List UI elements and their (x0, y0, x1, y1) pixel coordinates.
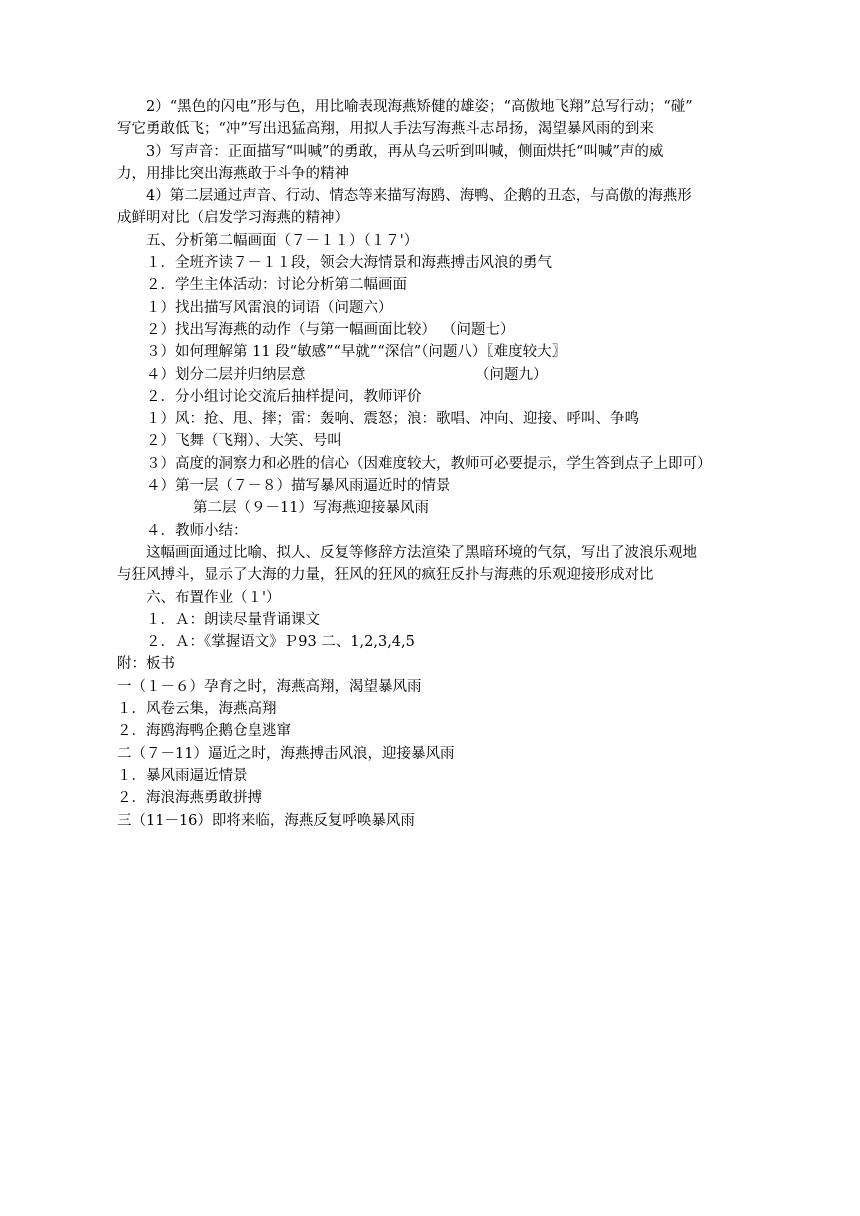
text-line: 第二层（９－11）写海燕迎接暴风雨 (193, 500, 429, 517)
text-line: 五、分析第二幅画面（７－１１）（１７'） (146, 232, 419, 249)
line-question-ref: （问题九） (475, 366, 548, 383)
line-main-text: ４）划分二层并归纳层意 (146, 366, 306, 383)
text-line: 六、布置作业（１'） (146, 589, 281, 606)
text-line: ２．海浪海燕勇敢拼搏 (117, 790, 262, 807)
text-line: 二（７－11）逼近之时，海燕搏击风浪，迎接暴风雨 (117, 745, 455, 762)
text-line: ２．分小组讨论交流后抽样提问，教师评价 (146, 388, 422, 405)
text-line: ２．Ａ：《掌握语文》Ｐ93 二、1,2,3,4,5 (146, 634, 415, 651)
text-line: ２．学生主体活动：讨论分析第二幅画面 (146, 277, 407, 294)
text-line: 3）写声音：正面描写“叫喊”的勇敢，再从乌云听到叫喊，侧面烘托“叫喊”声的威 (146, 143, 664, 160)
text-line (117, 319, 737, 341)
text-line: ３）高度的洞察力和必胜的信心（因难度较大，教师可必要提示，学生答到点子上即可） (146, 455, 712, 472)
text-line: １．Ａ：朗读尽量背诵课文 (146, 611, 320, 628)
text-line: ２）飞舞（飞翔）、大笑、号叫 (146, 433, 342, 450)
document-page (117, 96, 737, 832)
text-line: ４）第一层（７－８）描写暴风雨逼近时的情景 (146, 478, 451, 495)
text-line: 成鲜明对比（启发学习海燕的精神） (117, 210, 349, 227)
text-line: ４．教师小结： (146, 522, 248, 539)
text-line: 与狂风搏斗，显示了大海的力量，狂风的狂风的疯狂反扑与海燕的乐观迎接形成对比 (117, 567, 654, 584)
text-line: １）找出描写风雷浪的词语（问题六） (146, 299, 393, 316)
line-main-text: ２）找出写海燕的动作（与第一幅画面比较） (146, 321, 436, 338)
text-line: １．暴风雨逼近情景 (117, 767, 248, 784)
text-line: 一（１－６）孕育之时，海燕高翔，渴望暴风雨 (117, 678, 422, 695)
text-line: 力，用排比突出海燕敢于斗争的精神 (117, 165, 349, 182)
text-line: 三（11－16）即将来临，海燕反复呼唤暴风雨 (117, 812, 415, 829)
text-line: 写它勇敢低飞；“冲”写出迅猛高翔，用拟人手法写海燕斗志昂扬，渴望暴风雨的到来 (117, 121, 654, 138)
text-line: 这幅画面通过比喻、拟人、反复等修辞方法渲染了黑暗环境的气氛，写出了波浪乐观地 (146, 544, 697, 561)
text-line: 2）“黑色的闪电”形与色，用比喻表现海燕矫健的雄姿；“高傲地飞翔”总写行动；“碰” (146, 99, 693, 115)
text-line: １．风卷云集，海燕高翔 (117, 701, 277, 718)
text-line: ２．海鸥海鸭企鹅仓皇逃窜 (117, 723, 291, 740)
line-question-ref: （问题七） (442, 321, 515, 338)
text-line: 4）第二层通过声音、行动、情态等来描写海鸥、海鸭、企鹅的丑态，与高傲的海燕形 (146, 188, 692, 205)
text-line: １．全班齐读７－１１段，领会大海情景和海燕搏击风浪的勇气 (146, 255, 552, 272)
text-line (117, 364, 737, 386)
text-line: 附：板书 (117, 656, 175, 673)
text-line: ３）如何理解第 11 段“敏感”“早就”“深信”（问题八）〖难度较大〗 (146, 344, 567, 361)
text-line: １）风：抢、甩、摔；雷：轰响、震怒；浪：歌唱、冲向、迎接、呼叫、争鸣 (146, 411, 639, 428)
